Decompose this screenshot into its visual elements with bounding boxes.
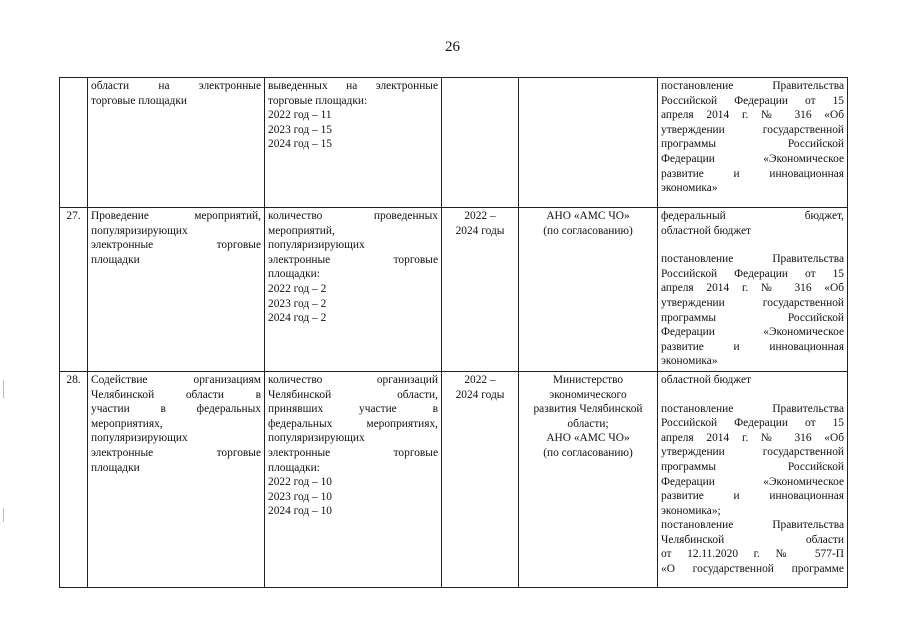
scan-artifact bbox=[3, 508, 4, 522]
cell-text-line: Российской Федерации от 15 bbox=[661, 417, 844, 430]
cell-spacer bbox=[661, 238, 844, 252]
cell-text-line: 2024 год – 15 bbox=[268, 138, 332, 151]
cell-text-line: областной бюджет bbox=[661, 224, 751, 237]
indicator-cell bbox=[265, 78, 442, 208]
cell-text-line: развитие и инновационная bbox=[661, 490, 844, 503]
cell-text-line: количество проведенных bbox=[268, 210, 438, 222]
funding-source-cell bbox=[658, 371, 848, 587]
cell-text-line: постановление Правительства bbox=[661, 519, 844, 532]
cell-text-line: Российской Федерации от 15 bbox=[661, 94, 844, 107]
cell-text-line: развития Челябинской bbox=[533, 403, 643, 416]
cell-text-line: областной бюджет bbox=[661, 373, 751, 386]
cell-text-line: развитие и инновационная bbox=[661, 167, 844, 180]
cell-text-line: утверждении государственной bbox=[661, 446, 844, 459]
cell-text-line: популяризирующих bbox=[268, 432, 365, 445]
cell-text-line: 2022 год – 2 bbox=[268, 282, 327, 295]
executor-cell bbox=[519, 78, 658, 208]
cell-text-line: экономика»; bbox=[661, 504, 721, 517]
cell-text-line: Министерство bbox=[552, 373, 624, 386]
row-number-cell bbox=[60, 78, 88, 208]
funding-source-cell bbox=[658, 78, 848, 208]
cell-text-line: Проведение мероприятий, bbox=[91, 210, 261, 222]
cell-text-line: Российской Федерации от 15 bbox=[661, 267, 844, 280]
activity-cell bbox=[88, 371, 265, 587]
cell-text-line: постановление Правительства bbox=[661, 80, 844, 92]
cell-text-line: (по согласованию) bbox=[543, 224, 633, 237]
cell-text-line: АНО «АМС ЧО» bbox=[546, 432, 630, 445]
page-number: 26 bbox=[445, 39, 460, 55]
scan-artifact bbox=[3, 380, 4, 398]
cell-text-line: участии в федеральных bbox=[91, 403, 261, 416]
cell-text-line: постановление Правительства bbox=[661, 253, 844, 266]
cell-text-line: от 12.11.2020 г. № 577-П bbox=[661, 548, 844, 561]
cell-text-line: Челябинской области в bbox=[91, 388, 261, 401]
cell-text-line: 2022 – bbox=[464, 373, 496, 386]
cell-text-line: 2023 год – 15 bbox=[268, 123, 332, 136]
cell-text-line: количество организаций bbox=[268, 373, 438, 386]
cell-text-line: (по согласованию) bbox=[543, 446, 633, 459]
cell-text-line: торговые площадки: bbox=[268, 94, 368, 107]
cell-text-line: утверждении государственной bbox=[661, 296, 844, 309]
cell-text-line: торговые площадки bbox=[91, 94, 187, 107]
cell-text-line: апреля 2014 г. № 316 «Об bbox=[661, 282, 844, 295]
cell-text-line: программы Российской bbox=[661, 460, 844, 473]
cell-text-line: принявших участие в bbox=[268, 403, 438, 416]
indicator-cell bbox=[265, 208, 442, 372]
cell-text-line: 2023 год – 10 bbox=[268, 490, 332, 503]
cell-text-line: 2022 – bbox=[464, 210, 496, 222]
cell-text-line: АНО «АМС ЧО» bbox=[546, 210, 630, 222]
row-number-cell: 27. bbox=[60, 208, 88, 372]
table-row bbox=[60, 78, 848, 208]
cell-text-line: развитие и инновационная bbox=[661, 340, 844, 353]
cell-text-line: выведенных на электронные bbox=[268, 80, 438, 92]
row-number-cell: 28. bbox=[60, 371, 88, 587]
cell-text-line: федеральный бюджет, bbox=[661, 210, 844, 222]
cell-text-line: площадки bbox=[91, 253, 140, 266]
cell-text-line: программы Российской bbox=[661, 138, 844, 151]
cell-text-line: 2024 год – 2 bbox=[268, 312, 327, 325]
cell-text-line: Федерации «Экономическое bbox=[661, 152, 844, 165]
cell-text-line: электронные торговые bbox=[268, 253, 438, 266]
cell-text-line: утверждении государственной bbox=[661, 123, 844, 136]
period-cell bbox=[442, 78, 519, 208]
cell-text-line: 2022 год – 10 bbox=[268, 476, 332, 489]
cell-text-line: 2022 год – 11 bbox=[268, 109, 332, 122]
cell-spacer bbox=[661, 388, 844, 402]
cell-text-line: электронные торговые bbox=[91, 239, 261, 252]
period-cell bbox=[442, 371, 519, 587]
cell-text-line: области; bbox=[567, 417, 609, 430]
cell-text-line: апреля 2014 г. № 316 «Об bbox=[661, 109, 844, 122]
cell-text-line: площадки: bbox=[268, 268, 320, 281]
period-cell bbox=[442, 208, 519, 372]
table-row bbox=[60, 371, 848, 587]
cell-text-line: популяризирующих bbox=[268, 239, 365, 252]
measures-table bbox=[59, 77, 848, 588]
cell-text-line: популяризирующих bbox=[91, 224, 188, 237]
cell-text-line: «О государственной программе bbox=[661, 563, 844, 576]
indicator-cell bbox=[265, 371, 442, 587]
cell-text-line: постановление Правительства bbox=[661, 402, 844, 415]
cell-text-line: площадки bbox=[91, 461, 140, 474]
cell-text-line: апреля 2014 г. № 316 «Об bbox=[661, 431, 844, 444]
cell-text-line: Федерации «Экономическое bbox=[661, 326, 844, 339]
cell-text-line: экономического bbox=[549, 388, 627, 401]
executor-cell bbox=[519, 208, 658, 372]
executor-cell bbox=[519, 371, 658, 587]
cell-text-line: программы Российской bbox=[661, 311, 844, 324]
cell-text-line: Содействие организациям bbox=[91, 373, 261, 386]
cell-text-line: популяризирующих bbox=[91, 432, 188, 445]
cell-text-line: Федерации «Экономическое bbox=[661, 475, 844, 488]
cell-text-line: 2024 год – 10 bbox=[268, 505, 332, 518]
cell-text-line: Челябинской области, bbox=[268, 388, 438, 401]
cell-text-line: 2024 годы bbox=[455, 388, 505, 401]
cell-text-line: экономика» bbox=[661, 355, 718, 368]
cell-text-line: 2024 годы bbox=[455, 224, 505, 237]
cell-text-line: Челябинской области bbox=[661, 533, 844, 546]
cell-text-line: мероприятий, bbox=[268, 224, 335, 237]
cell-text-line: федеральных мероприятиях, bbox=[268, 417, 438, 430]
cell-text-line: электронные торговые bbox=[91, 446, 261, 459]
cell-text-line: экономика» bbox=[661, 182, 718, 195]
activity-cell bbox=[88, 78, 265, 208]
table-row bbox=[60, 208, 848, 372]
cell-text-line: мероприятиях, bbox=[91, 417, 163, 430]
cell-text-line: электронные торговые bbox=[268, 446, 438, 459]
cell-text-line: области на электронные bbox=[91, 80, 261, 92]
cell-text-line: 2023 год – 2 bbox=[268, 297, 327, 310]
funding-source-cell bbox=[658, 208, 848, 372]
activity-cell bbox=[88, 208, 265, 372]
cell-text-line: площадки: bbox=[268, 461, 320, 474]
